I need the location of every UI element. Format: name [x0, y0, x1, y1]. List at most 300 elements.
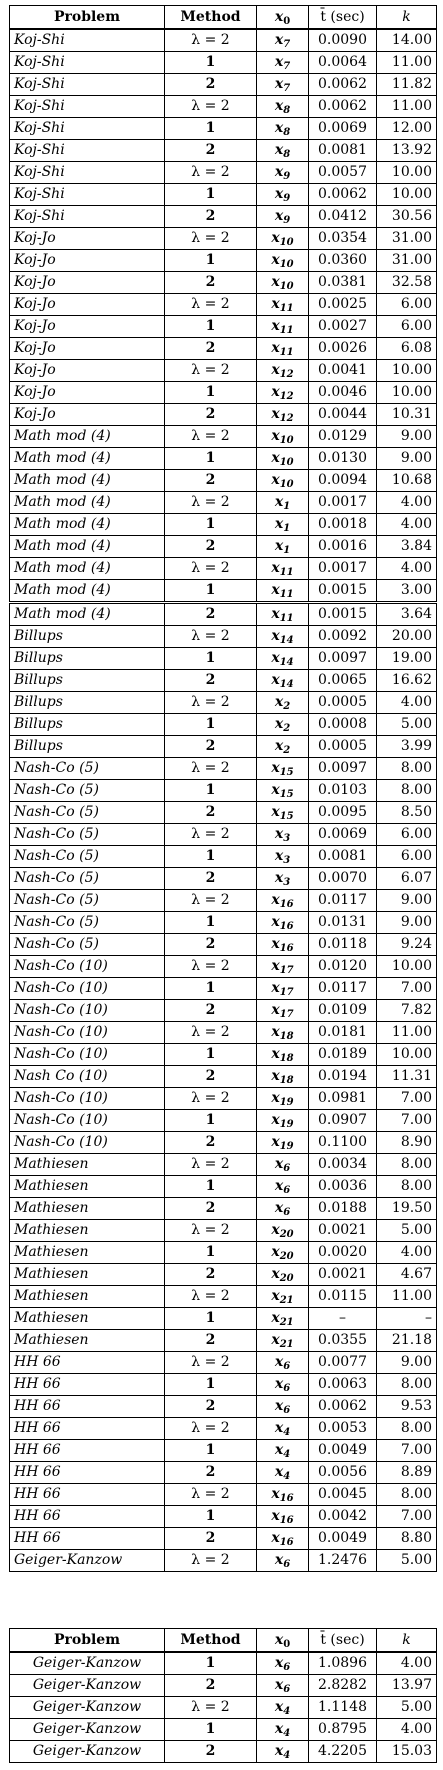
- cell-method: 2: [165, 140, 257, 162]
- cell-time: 0.0062: [309, 96, 377, 118]
- cell-x0: $x_{21}$: [257, 1330, 309, 1352]
- cell-problem: Nash-Co (5): [10, 802, 165, 824]
- table-row: [10, 29, 437, 52]
- cell-method: λ = 2: [165, 29, 257, 52]
- results-table-continued: [9, 1628, 437, 1763]
- cell-time: 0.0062: [309, 74, 377, 96]
- cell-x0: $x_{11}$: [257, 294, 309, 316]
- cell-x0: $x_{11}$: [257, 338, 309, 360]
- cell-problem: Math mod (4): [10, 580, 165, 603]
- cell-method: 2: [165, 1462, 257, 1484]
- table-row: [10, 780, 437, 802]
- table-row: [10, 1440, 437, 1462]
- cell-x0: $x_6$: [257, 1154, 309, 1176]
- table-row: [10, 316, 437, 338]
- cell-problem: Nash-Co (10): [10, 978, 165, 1000]
- cell-x0: $x_6$: [257, 1198, 309, 1220]
- cell-method: 2: [165, 74, 257, 96]
- cell-k: 6.07: [377, 868, 437, 890]
- cell-k: 9.00: [377, 448, 437, 470]
- cell-problem: HH 66: [10, 1462, 165, 1484]
- cell-problem: Geiger-Kanzow: [10, 1697, 165, 1719]
- table-row: [10, 338, 437, 360]
- cell-x0: $x_9$: [257, 162, 309, 184]
- cell-problem: Geiger-Kanzow: [10, 1741, 165, 1763]
- cell-method: 2: [165, 603, 257, 626]
- cell-problem: Nash-Co (5): [10, 846, 165, 868]
- cell-method: λ = 2: [165, 1352, 257, 1374]
- cell-k: 8.50: [377, 802, 437, 824]
- cell-time: 0.0027: [309, 316, 377, 338]
- table-row: [10, 648, 437, 670]
- header-problem: Problem: [10, 6, 165, 30]
- cell-time: 0.0095: [309, 802, 377, 824]
- cell-x0: $x_3$: [257, 868, 309, 890]
- table-row: [10, 912, 437, 934]
- cell-method: 1: [165, 1242, 257, 1264]
- table-row: [10, 978, 437, 1000]
- cell-x0: $x_8$: [257, 96, 309, 118]
- cell-method: 2: [165, 338, 257, 360]
- table-row: [10, 52, 437, 74]
- cell-time: 0.0026: [309, 338, 377, 360]
- cell-x0: $x_2$: [257, 736, 309, 758]
- cell-problem: HH 66: [10, 1396, 165, 1418]
- cell-problem: Geiger-Kanzow: [10, 1719, 165, 1741]
- table-row: [10, 1176, 437, 1198]
- cell-method: 1: [165, 382, 257, 404]
- cell-k: 13.97: [377, 1675, 437, 1697]
- cell-k: 11.00: [377, 1022, 437, 1044]
- cell-method: 1: [165, 448, 257, 470]
- cell-time: 0.0189: [309, 1044, 377, 1066]
- cell-time: 0.0016: [309, 536, 377, 558]
- table-row: [10, 1264, 437, 1286]
- cell-method: λ = 2: [165, 1418, 257, 1440]
- cell-time: 0.0053: [309, 1418, 377, 1440]
- table-row: [10, 890, 437, 912]
- cell-k: 16.62: [377, 670, 437, 692]
- table-row: [10, 846, 437, 868]
- table-row: [10, 1110, 437, 1132]
- cell-problem: Koj-Jo: [10, 360, 165, 382]
- table-row: [10, 1220, 437, 1242]
- table-row: [10, 1697, 437, 1719]
- cell-k: 9.53: [377, 1396, 437, 1418]
- cell-x0: $x_1$: [257, 492, 309, 514]
- table-row: [10, 1308, 437, 1330]
- cell-method: 1: [165, 1506, 257, 1528]
- cell-k: 4.00: [377, 1719, 437, 1741]
- cell-problem: HH 66: [10, 1352, 165, 1374]
- cell-method: 1: [165, 1308, 257, 1330]
- table-row: [10, 1528, 437, 1550]
- table-row: [10, 934, 437, 956]
- table-row: [10, 1652, 437, 1675]
- cell-time: 0.0077: [309, 1352, 377, 1374]
- table-row: [10, 404, 437, 426]
- table-row: [10, 868, 437, 890]
- cell-x0: $x_4$: [257, 1741, 309, 1763]
- cell-method: λ = 2: [165, 824, 257, 846]
- cell-time: 0.0103: [309, 780, 377, 802]
- cell-x0: $x_{16}$: [257, 1484, 309, 1506]
- cell-problem: Billups: [10, 670, 165, 692]
- cell-problem: Koj-Jo: [10, 228, 165, 250]
- cell-k: 19.50: [377, 1198, 437, 1220]
- cell-problem: Koj-Shi: [10, 184, 165, 206]
- cell-x0: $x_{19}$: [257, 1132, 309, 1154]
- cell-k: 8.00: [377, 1374, 437, 1396]
- header-method: Method: [165, 1629, 257, 1653]
- cell-time: 0.0981: [309, 1088, 377, 1110]
- table-row: [10, 74, 437, 96]
- cell-k: 31.00: [377, 228, 437, 250]
- cell-time: 0.0907: [309, 1110, 377, 1132]
- header-x0: $x_0$: [257, 6, 309, 30]
- cell-problem: Nash-Co (10): [10, 956, 165, 978]
- table-row: [10, 1154, 437, 1176]
- cell-x0: $x_4$: [257, 1440, 309, 1462]
- cell-k: 10.68: [377, 470, 437, 492]
- cell-method: 1: [165, 1652, 257, 1675]
- cell-time: 0.0131: [309, 912, 377, 934]
- cell-x0: $x_4$: [257, 1697, 309, 1719]
- table-row: [10, 162, 437, 184]
- table-row: [10, 206, 437, 228]
- cell-problem: Math mod (4): [10, 558, 165, 580]
- cell-problem: Nash-Co (10): [10, 1088, 165, 1110]
- table-row: [10, 603, 437, 626]
- cell-method: λ = 2: [165, 956, 257, 978]
- cell-time: 0.0056: [309, 1462, 377, 1484]
- cell-k: 4.00: [377, 692, 437, 714]
- cell-time: 0.0117: [309, 890, 377, 912]
- cell-k: 10.00: [377, 162, 437, 184]
- table-row: [10, 1066, 437, 1088]
- table-row: [10, 802, 437, 824]
- cell-x0: $x_{10}$: [257, 448, 309, 470]
- cell-k: 3.00: [377, 580, 437, 603]
- cell-x0: $x_{19}$: [257, 1110, 309, 1132]
- cell-k: 20.00: [377, 626, 437, 648]
- cell-k: 9.00: [377, 1352, 437, 1374]
- cell-x0: $x_{20}$: [257, 1242, 309, 1264]
- cell-k: 6.00: [377, 294, 437, 316]
- cell-time: 0.0069: [309, 824, 377, 846]
- cell-time: 1.0896: [309, 1652, 377, 1675]
- cell-x0: $x_2$: [257, 714, 309, 736]
- cell-problem: Koj-Shi: [10, 206, 165, 228]
- cell-x0: $x_{15}$: [257, 780, 309, 802]
- cell-problem: Koj-Shi: [10, 96, 165, 118]
- cell-time: 0.0008: [309, 714, 377, 736]
- table-row: [10, 294, 437, 316]
- cell-x0: $x_{16}$: [257, 1528, 309, 1550]
- table-row: [10, 514, 437, 536]
- table-row: [10, 118, 437, 140]
- cell-time: 0.0044: [309, 404, 377, 426]
- cell-method: 1: [165, 250, 257, 272]
- cell-k: 9.00: [377, 426, 437, 448]
- table-row: [10, 1044, 437, 1066]
- cell-problem: Mathiesen: [10, 1198, 165, 1220]
- cell-time: 0.0057: [309, 162, 377, 184]
- cell-k: 4.67: [377, 1264, 437, 1286]
- cell-problem: Mathiesen: [10, 1330, 165, 1352]
- cell-problem: Koj-Jo: [10, 316, 165, 338]
- cell-method: λ = 2: [165, 1088, 257, 1110]
- cell-method: 1: [165, 118, 257, 140]
- cell-x0: $x_6$: [257, 1176, 309, 1198]
- cell-time: 0.0065: [309, 670, 377, 692]
- cell-k: 10.00: [377, 382, 437, 404]
- cell-problem: Koj-Shi: [10, 162, 165, 184]
- cell-time: 0.0017: [309, 558, 377, 580]
- header-k: k: [377, 6, 437, 30]
- table-row: [10, 670, 437, 692]
- cell-time: 0.0021: [309, 1220, 377, 1242]
- cell-problem: Koj-Jo: [10, 404, 165, 426]
- cell-problem: Nash-Co (5): [10, 912, 165, 934]
- table-row: [10, 1022, 437, 1044]
- cell-k: 4.00: [377, 492, 437, 514]
- table-row: [10, 1286, 437, 1308]
- cell-method: 1: [165, 1374, 257, 1396]
- cell-method: 2: [165, 1528, 257, 1550]
- cell-x0: $x_4$: [257, 1418, 309, 1440]
- cell-method: λ = 2: [165, 228, 257, 250]
- table-row: [10, 1198, 437, 1220]
- table-row: [10, 1132, 437, 1154]
- cell-problem: Koj-Shi: [10, 140, 165, 162]
- cell-problem: Nash-Co (5): [10, 824, 165, 846]
- cell-problem: Koj-Jo: [10, 250, 165, 272]
- cell-time: 1.2476: [309, 1550, 377, 1572]
- cell-time: 0.0115: [309, 1286, 377, 1308]
- cell-time: 0.0045: [309, 1484, 377, 1506]
- cell-x0: $x_1$: [257, 514, 309, 536]
- cell-x0: $x_{10}$: [257, 250, 309, 272]
- table-row: [10, 1719, 437, 1741]
- cell-problem: Geiger-Kanzow: [10, 1675, 165, 1697]
- cell-method: 1: [165, 846, 257, 868]
- cell-time: 0.0034: [309, 1154, 377, 1176]
- cell-time: –: [309, 1308, 377, 1330]
- cell-problem: Koj-Jo: [10, 382, 165, 404]
- cell-k: 10.00: [377, 360, 437, 382]
- cell-method: 1: [165, 1110, 257, 1132]
- table-row: [10, 1330, 437, 1352]
- cell-problem: HH 66: [10, 1374, 165, 1396]
- cell-time: 0.0063: [309, 1374, 377, 1396]
- cell-method: 1: [165, 52, 257, 74]
- cell-method: λ = 2: [165, 1550, 257, 1572]
- cell-k: 6.08: [377, 338, 437, 360]
- table-row: [10, 492, 437, 514]
- cell-k: 10.00: [377, 184, 437, 206]
- cell-k: 9.24: [377, 934, 437, 956]
- cell-x0: $x_6$: [257, 1374, 309, 1396]
- cell-problem: Koj-Shi: [10, 29, 165, 52]
- cell-problem: Math mod (4): [10, 448, 165, 470]
- cell-method: 2: [165, 1000, 257, 1022]
- table-row: [10, 736, 437, 758]
- table-row: [10, 824, 437, 846]
- cell-x0: $x_7$: [257, 29, 309, 52]
- cell-method: 1: [165, 316, 257, 338]
- cell-k: 10.00: [377, 956, 437, 978]
- cell-time: 4.2205: [309, 1741, 377, 1763]
- table-row: [10, 1352, 437, 1374]
- cell-problem: Nash-Co (5): [10, 890, 165, 912]
- header-time: t̄ (sec): [309, 6, 377, 30]
- table-header-row: [10, 6, 437, 30]
- cell-k: 12.00: [377, 118, 437, 140]
- cell-k: 5.00: [377, 1697, 437, 1719]
- table-row: [10, 580, 437, 603]
- table-row: [10, 470, 437, 492]
- cell-problem: Billups: [10, 714, 165, 736]
- cell-time: 0.0042: [309, 1506, 377, 1528]
- table-row: [10, 714, 437, 736]
- table-row: [10, 956, 437, 978]
- cell-problem: Mathiesen: [10, 1242, 165, 1264]
- cell-k: 6.00: [377, 824, 437, 846]
- cell-problem: HH 66: [10, 1418, 165, 1440]
- table-row: [10, 184, 437, 206]
- cell-problem: Mathiesen: [10, 1154, 165, 1176]
- cell-time: 0.0015: [309, 580, 377, 603]
- cell-time: 0.0046: [309, 382, 377, 404]
- table-row: [10, 228, 437, 250]
- cell-x0: $x_2$: [257, 692, 309, 714]
- cell-x0: $x_{10}$: [257, 470, 309, 492]
- cell-x0: $x_{21}$: [257, 1286, 309, 1308]
- cell-k: 8.00: [377, 780, 437, 802]
- cell-time: 0.0090: [309, 29, 377, 52]
- cell-method: λ = 2: [165, 558, 257, 580]
- cell-x0: $x_{10}$: [257, 272, 309, 294]
- cell-method: 2: [165, 1132, 257, 1154]
- cell-k: 9.00: [377, 890, 437, 912]
- table-row: [10, 382, 437, 404]
- cell-method: 1: [165, 580, 257, 603]
- cell-x0: $x_9$: [257, 206, 309, 228]
- cell-method: 1: [165, 1440, 257, 1462]
- cell-problem: Nash-Co (10): [10, 1022, 165, 1044]
- cell-time: 0.0188: [309, 1198, 377, 1220]
- cell-method: λ = 2: [165, 626, 257, 648]
- cell-time: 0.0081: [309, 846, 377, 868]
- cell-time: 0.0021: [309, 1264, 377, 1286]
- cell-k: 11.31: [377, 1066, 437, 1088]
- cell-problem: Koj-Jo: [10, 272, 165, 294]
- cell-problem: Nash Co (10): [10, 1066, 165, 1088]
- cell-k: 5.00: [377, 1220, 437, 1242]
- cell-time: 0.0070: [309, 868, 377, 890]
- table-row: [10, 1741, 437, 1763]
- cell-problem: Math mod (4): [10, 470, 165, 492]
- cell-x0: $x_{20}$: [257, 1220, 309, 1242]
- cell-method: λ = 2: [165, 1286, 257, 1308]
- cell-problem: HH 66: [10, 1484, 165, 1506]
- cell-x0: $x_{17}$: [257, 978, 309, 1000]
- table-row: [10, 558, 437, 580]
- cell-x0: $x_{11}$: [257, 558, 309, 580]
- cell-problem: Nash-Co (10): [10, 1132, 165, 1154]
- cell-k: 7.00: [377, 1440, 437, 1462]
- table-row: [10, 1484, 437, 1506]
- cell-x0: $x_{19}$: [257, 1088, 309, 1110]
- cell-x0: $x_3$: [257, 824, 309, 846]
- cell-method: 2: [165, 1198, 257, 1220]
- cell-k: 30.56: [377, 206, 437, 228]
- cell-time: 0.0064: [309, 52, 377, 74]
- cell-method: 1: [165, 1719, 257, 1741]
- cell-time: 0.0120: [309, 956, 377, 978]
- cell-problem: Mathiesen: [10, 1286, 165, 1308]
- cell-method: 1: [165, 514, 257, 536]
- cell-method: 1: [165, 780, 257, 802]
- cell-k: 13.92: [377, 140, 437, 162]
- cell-method: λ = 2: [165, 492, 257, 514]
- header-problem: Problem: [10, 1629, 165, 1653]
- cell-time: 0.0118: [309, 934, 377, 956]
- header-method: Method: [165, 6, 257, 30]
- table-row: [10, 1675, 437, 1697]
- cell-method: 1: [165, 648, 257, 670]
- cell-time: 0.0360: [309, 250, 377, 272]
- cell-x0: $x_{14}$: [257, 626, 309, 648]
- cell-k: 7.82: [377, 1000, 437, 1022]
- cell-method: λ = 2: [165, 1697, 257, 1719]
- cell-x0: $x_{17}$: [257, 956, 309, 978]
- cell-method: 2: [165, 404, 257, 426]
- cell-k: 11.00: [377, 52, 437, 74]
- table-row: [10, 1396, 437, 1418]
- table-row: [10, 360, 437, 382]
- cell-time: 0.0018: [309, 514, 377, 536]
- cell-time: 0.0020: [309, 1242, 377, 1264]
- cell-method: 2: [165, 536, 257, 558]
- cell-x0: $x_{17}$: [257, 1000, 309, 1022]
- cell-k: 11.00: [377, 1286, 437, 1308]
- cell-x0: $x_1$: [257, 536, 309, 558]
- cell-problem: Koj-Jo: [10, 294, 165, 316]
- cell-method: 2: [165, 670, 257, 692]
- cell-method: 2: [165, 206, 257, 228]
- cell-x0: $x_{10}$: [257, 228, 309, 250]
- cell-x0: $x_8$: [257, 140, 309, 162]
- cell-time: 0.0097: [309, 758, 377, 780]
- cell-problem: Mathiesen: [10, 1176, 165, 1198]
- table-row: [10, 1418, 437, 1440]
- cell-x0: $x_{14}$: [257, 670, 309, 692]
- table-row: [10, 1000, 437, 1022]
- cell-k: 4.00: [377, 1242, 437, 1264]
- cell-problem: Nash-Co (10): [10, 1110, 165, 1132]
- cell-time: 0.0181: [309, 1022, 377, 1044]
- cell-x0: $x_{16}$: [257, 934, 309, 956]
- cell-x0: $x_{20}$: [257, 1264, 309, 1286]
- cell-problem: Koj-Shi: [10, 74, 165, 96]
- table-row: [10, 1374, 437, 1396]
- table-row: [10, 140, 437, 162]
- cell-x0: $x_{12}$: [257, 382, 309, 404]
- cell-time: 0.0005: [309, 692, 377, 714]
- cell-problem: Koj-Shi: [10, 52, 165, 74]
